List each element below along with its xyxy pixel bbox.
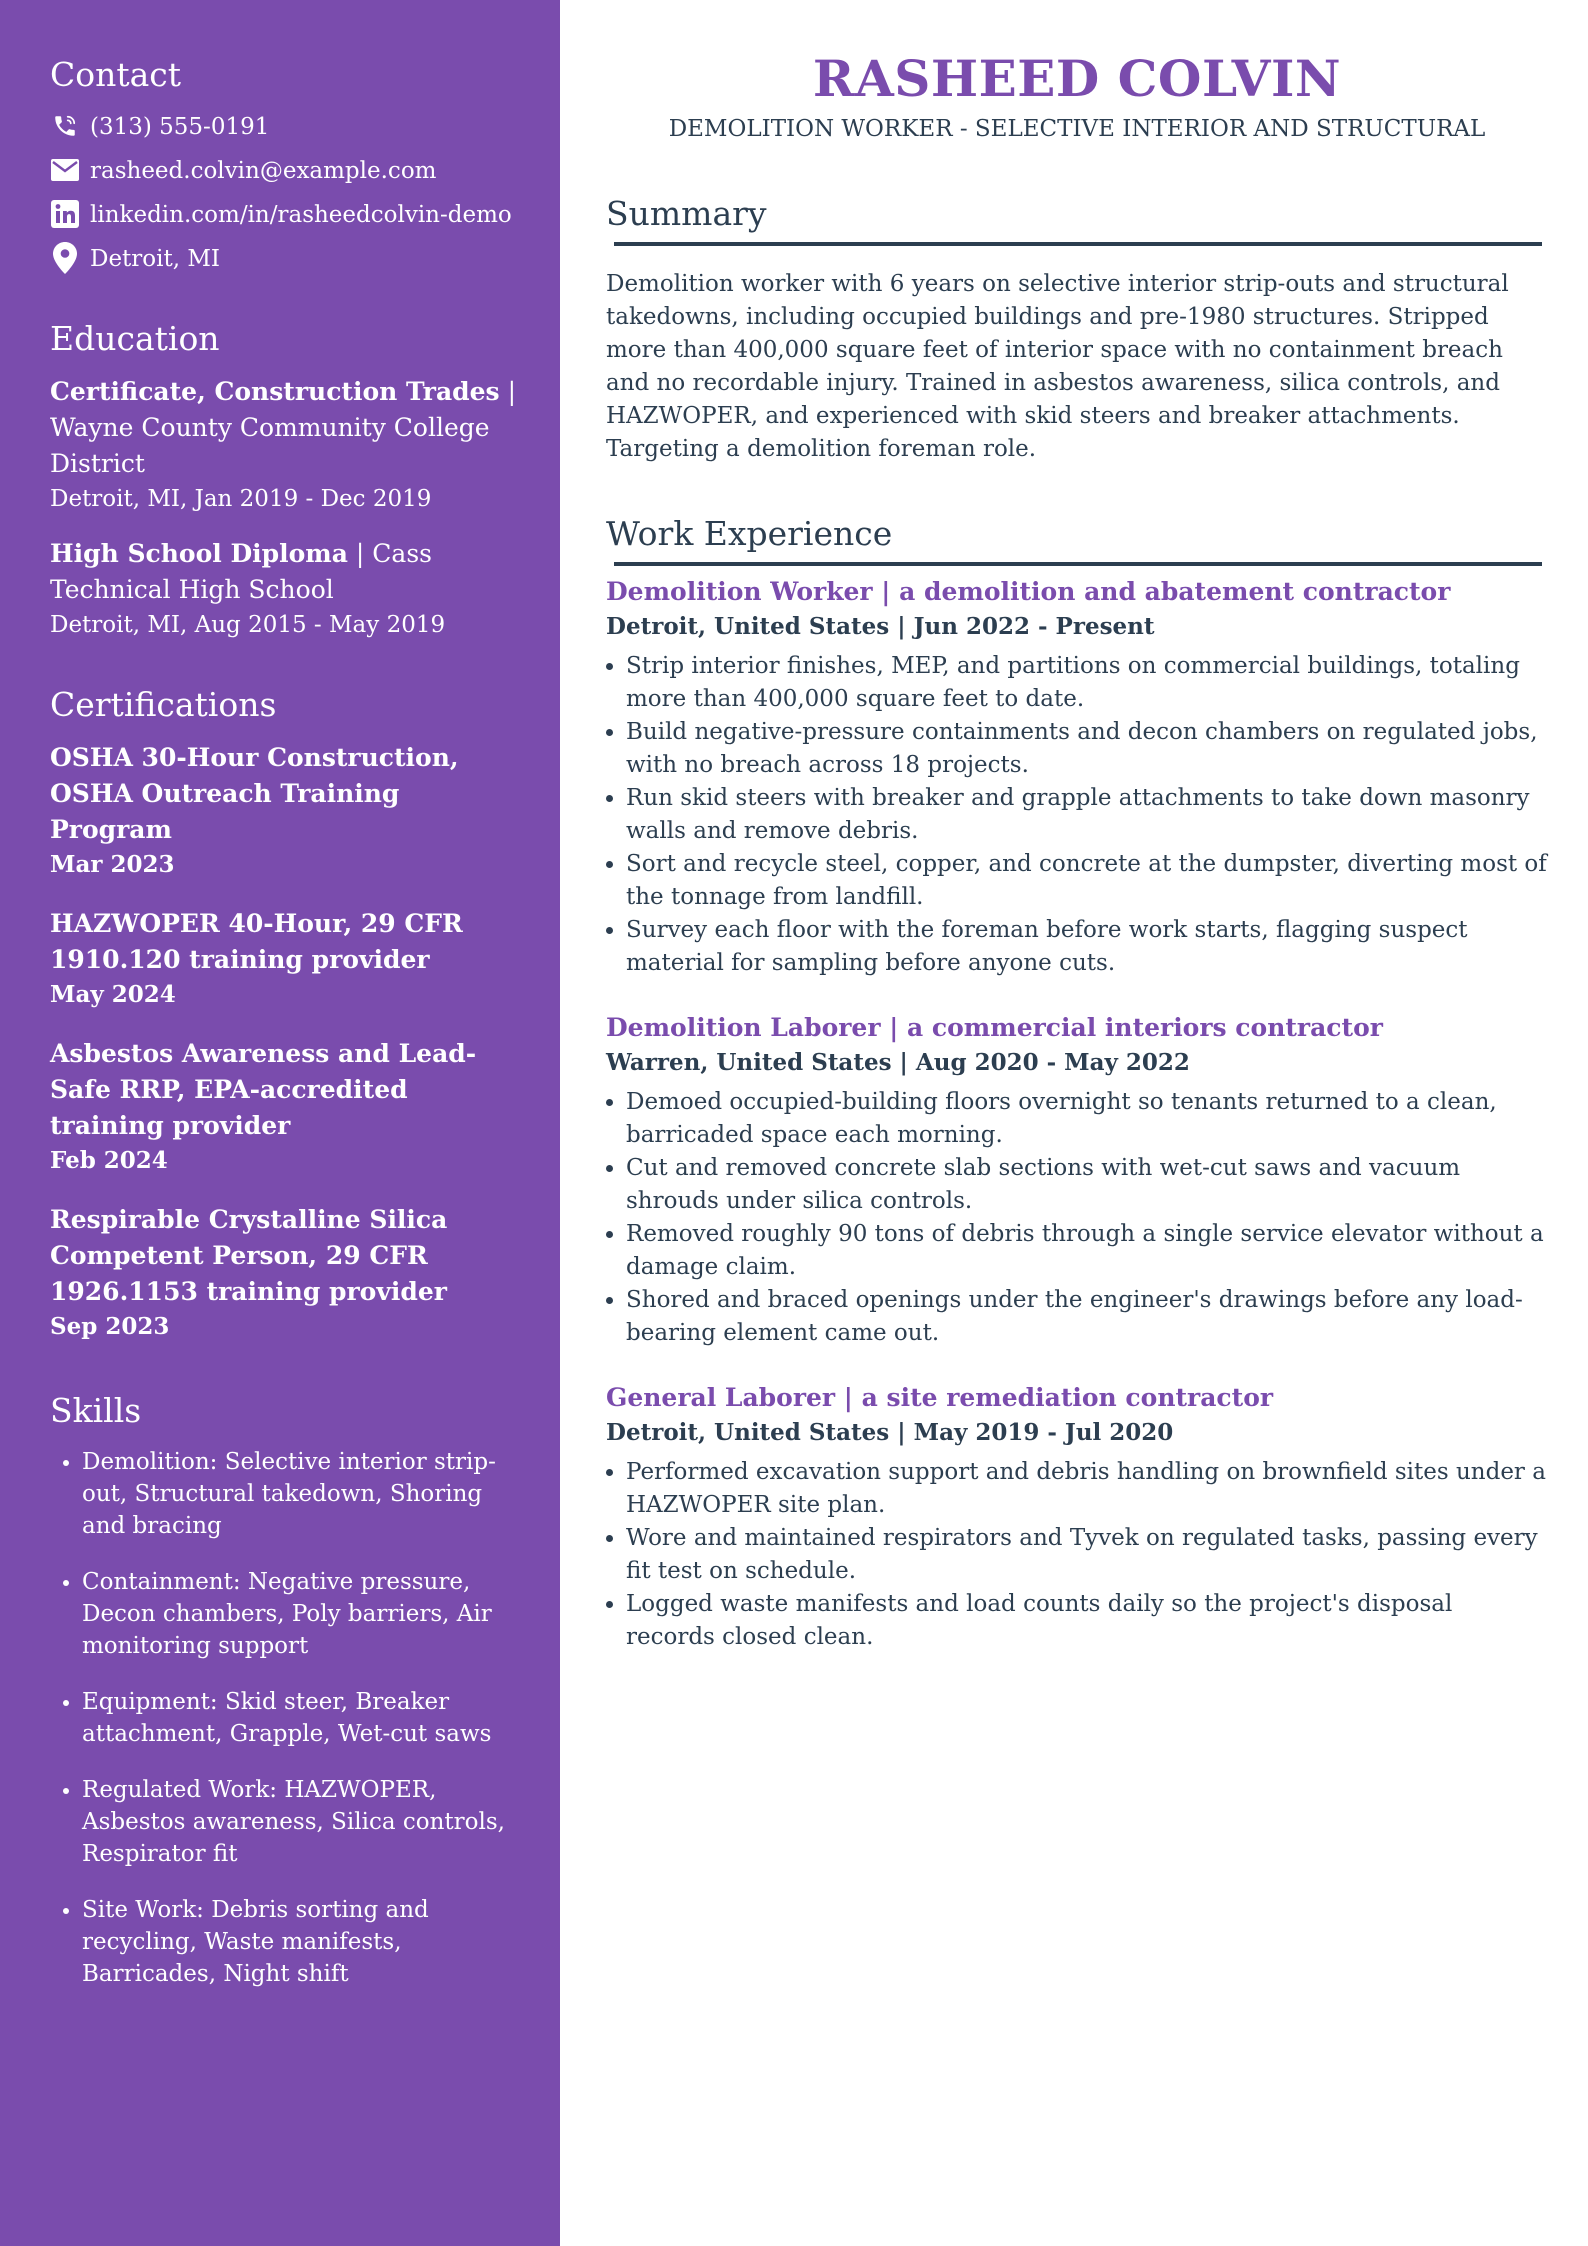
- education-separator: |: [499, 377, 517, 406]
- location-text: Detroit, MI: [90, 246, 220, 272]
- skill-item: [82, 1446, 516, 1542]
- section-divider: [614, 242, 1542, 246]
- linkedin-icon: [50, 198, 80, 230]
- summary-text: Demolition worker with 6 years on selective interior strip-outs and structural takedowns, including occupied buildings and pre-1980 structures. Stripped more than 400,000 square feet of interior space with no containment breach and no recordable injury. Trained in asbestos awareness, silica controls, and HAZWOPER, and experienced with skid steers and breaker attachments. Targeting a demolition foreman role.: [606, 271, 1509, 462]
- certification-entry: [50, 906, 516, 1012]
- job-bullet: • Cut and removed concrete slab sections with wet-cut saws and vacuum shrouds under silica controls.: [626, 1152, 1548, 1218]
- email-icon: [50, 154, 80, 186]
- linkedin-text: linkedin.com/in/rasheedcolvin-demo: [90, 202, 512, 228]
- job-entry: [606, 574, 1548, 980]
- skill-category: Equipment:: [82, 1689, 218, 1715]
- certification-entry: [50, 740, 516, 882]
- experience-heading: Work Experience: [606, 514, 893, 553]
- certification-name: Respirable Crystalline Silica Competent Person, 29 CFR 1926.1153 training provider: [50, 1205, 448, 1306]
- skill-category: Site Work:: [82, 1897, 204, 1923]
- certification-entry: [50, 1036, 516, 1178]
- job-bullet: • Demoed occupied-building floors overnight so tenants returned to a clean, barricaded space each morning.: [626, 1086, 1548, 1152]
- job-meta: Warren, United States | Aug 2020 - May 2022: [606, 1049, 1190, 1076]
- contact-email[interactable]: [50, 154, 516, 188]
- education-school: Wayne County Community College District: [50, 413, 490, 478]
- education-degree: Certificate, Construction Trades: [50, 377, 500, 406]
- education-entry: [50, 374, 516, 516]
- contact-heading: Contact: [50, 55, 182, 94]
- skill-category: Demolition:: [82, 1449, 218, 1475]
- certification-date: Sep 2023: [50, 1313, 170, 1340]
- job-title: General Laborer | a site remediation contractor: [606, 1383, 1274, 1412]
- skill-category: Regulated Work:: [82, 1777, 278, 1803]
- education-meta: Detroit, MI, Jan 2019 - Dec 2019: [50, 486, 432, 512]
- summary-heading: Summary: [606, 194, 767, 233]
- skill-items: Skid steer, Breaker attachment, Grapple, Wet-cut saws: [82, 1689, 492, 1747]
- job-title: Demolition Laborer | a commercial interiors contractor: [606, 1013, 1383, 1042]
- certification-name: OSHA 30-Hour Construction, OSHA Outreach Training Program: [50, 743, 459, 844]
- education-entry: [50, 536, 516, 642]
- candidate-tagline: DEMOLITION WORKER - SELECTIVE INTERIOR AND STRUCTURAL: [668, 116, 1486, 142]
- education-list: [50, 374, 516, 642]
- job-bullets: [606, 1086, 1548, 1350]
- education-meta: Detroit, MI, Aug 2015 - May 2019: [50, 612, 446, 638]
- job-bullet: • Performed excavation support and debris handling on brownfield sites under a HAZWOPER site plan.: [626, 1456, 1548, 1522]
- sidebar: [0, 0, 560, 2246]
- skill-items: HAZWOPER, Asbestos awareness, Silica controls, Respirator fit: [82, 1777, 505, 1867]
- skill-item: [82, 1566, 516, 1662]
- job-bullet: • Removed roughly 90 tons of debris through a single service elevator without a damage claim.: [626, 1218, 1548, 1284]
- contact-list: [50, 110, 516, 276]
- job-bullets: [606, 650, 1548, 980]
- certification-date: Feb 2024: [50, 1147, 168, 1174]
- skill-item: [82, 1774, 516, 1870]
- job-meta: Detroit, United States | Jun 2022 - Present: [606, 613, 1155, 640]
- skill-items: Debris sorting and recycling, Waste manifests, Barricades, Night shift: [82, 1897, 429, 1987]
- job-bullet: • Strip interior finishes, MEP, and partitions on commercial buildings, totaling more than 400,000 square feet to date.: [626, 650, 1548, 716]
- certifications-heading: Certifications: [50, 685, 277, 724]
- education-school: Cass Technical High School: [50, 539, 432, 604]
- email-text: rasheed.colvin@example.com: [90, 158, 437, 184]
- job-title: Demolition Worker | a demolition and abatement contractor: [606, 577, 1451, 606]
- certifications-list: [50, 740, 516, 1344]
- skills-heading: Skills: [50, 1391, 142, 1430]
- certification-date: Mar 2023: [50, 851, 175, 878]
- main-content: [560, 0, 1588, 2246]
- skill-category: Containment:: [82, 1569, 241, 1595]
- job-bullet: • Build negative-pressure containments and decon chambers on regulated jobs, with no breach across 18 projects.: [626, 716, 1548, 782]
- skill-item: [82, 1894, 516, 1990]
- job-entry: [606, 1010, 1548, 1350]
- location-pin-icon: [50, 242, 80, 274]
- skill-items: Negative pressure, Decon chambers, Poly barriers, Air monitoring support: [82, 1569, 492, 1659]
- job-bullet: • Run skid steers with breaker and grapple attachments to take down masonry walls and remove debris.: [626, 782, 1548, 848]
- job-bullet: • Sort and recycle steel, copper, and concrete at the dumpster, diverting most of the tonnage from landfill.: [626, 848, 1548, 914]
- education-heading: Education: [50, 319, 220, 358]
- certification-name: HAZWOPER 40-Hour, 29 CFR 1910.120 training provider: [50, 909, 463, 974]
- education-separator: |: [347, 539, 373, 568]
- skill-items: Selective interior strip-out, Structural takedown, Shoring and bracing: [82, 1449, 496, 1539]
- job-bullet: • Survey each floor with the foreman before work starts, flagging suspect material for sampling before anyone cuts.: [626, 914, 1548, 980]
- skills-list: [50, 1446, 516, 1990]
- contact-phone[interactable]: [50, 110, 516, 144]
- job-bullets: [606, 1456, 1548, 1654]
- phone-text: (313) 555-0191: [90, 114, 270, 140]
- phone-icon: [50, 110, 80, 142]
- job-entry: [606, 1380, 1548, 1654]
- education-degree: High School Diploma: [50, 539, 348, 568]
- job-bullet: • Logged waste manifests and load counts daily so the project's disposal records closed clean.: [626, 1588, 1548, 1654]
- job-bullet: • Wore and maintained respirators and Tyvek on regulated tasks, passing every fit test on schedule.: [626, 1522, 1548, 1588]
- candidate-name: RASHEED COLVIN: [812, 49, 1342, 108]
- certification-name: Asbestos Awareness and Lead-Safe RRP, EPA-accredited training provider: [50, 1039, 477, 1140]
- certification-date: May 2024: [50, 981, 176, 1008]
- job-meta: Detroit, United States | May 2019 - Jul 2020: [606, 1419, 1174, 1446]
- contact-location: [50, 242, 516, 276]
- job-bullet: • Shored and braced openings under the engineer's drawings before any load-bearing element came out.: [626, 1284, 1548, 1350]
- section-divider: [614, 562, 1542, 566]
- certification-entry: [50, 1202, 516, 1344]
- contact-linkedin[interactable]: [50, 198, 516, 232]
- skill-item: [82, 1686, 516, 1750]
